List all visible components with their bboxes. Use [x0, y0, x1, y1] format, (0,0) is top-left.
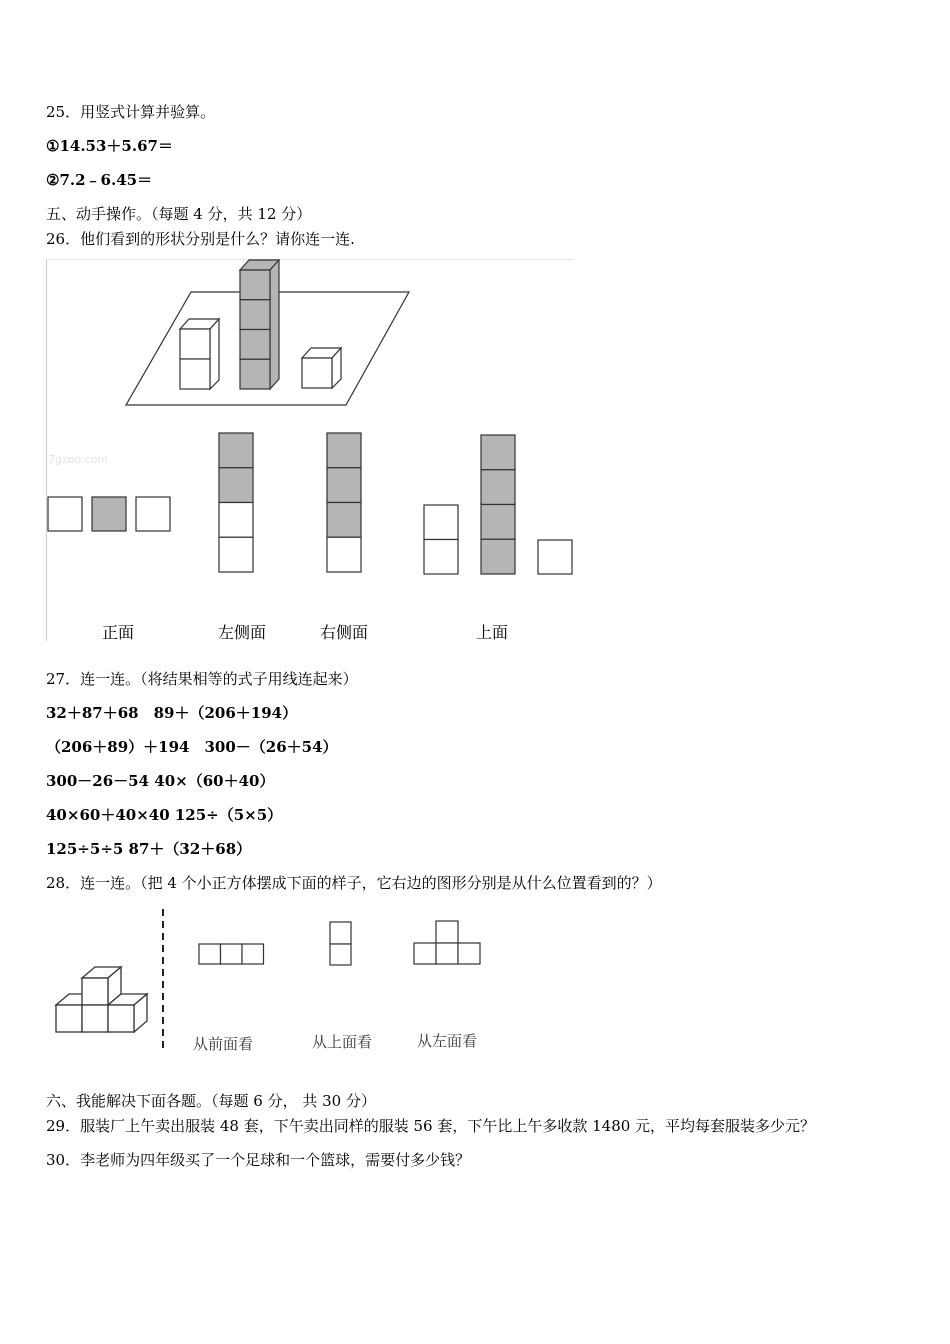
q26-figure	[46, 259, 574, 645]
watermark: 7gzoo.com	[48, 453, 109, 466]
label-from-front: 从前面看	[193, 1035, 254, 1053]
view-front-composite	[424, 435, 572, 574]
section6-heading: 六、我能解决下面各题。（每题 6 分， 共 30 分）	[46, 1092, 376, 1110]
q27-row-4: 40×60＋40×40 125÷（5×5）	[46, 806, 283, 824]
q27-title: 27．连一连。（将结果相等的式子用线连起来）	[46, 670, 358, 688]
view-row-of-three	[48, 497, 170, 531]
view-three-in-row	[199, 944, 264, 964]
four-cube-arrangement	[56, 967, 147, 1032]
q30-text: 30．李老师为四年级买了一个足球和一个篮球，需要付多少钱？	[46, 1151, 471, 1169]
label-from-left: 从左面看	[417, 1032, 478, 1050]
q28-views	[199, 921, 480, 965]
q25-item-2: ②7.2﹣6.45＝	[46, 171, 153, 189]
q25-item-1: ①14.53＋5.67＝	[46, 137, 173, 155]
view-column-b	[219, 433, 253, 572]
q27-row-5: 125÷5÷5 87＋（32＋68）	[46, 840, 252, 858]
q28-figure	[46, 905, 506, 1060]
q27-row-3: 300－26－54 40×（60＋40）	[46, 772, 275, 790]
q28-title: 28．连一连。（把 4 个小正方体摆成下面的样子，它右边的图形分别是从什么位置看到的？）	[46, 874, 662, 892]
label-front: 正面	[101, 623, 135, 642]
q26-title: 26．他们看到的形状分别是什么？请你连一连.	[46, 230, 355, 248]
cube-single-right	[302, 348, 341, 388]
label-top: 上面	[475, 623, 509, 642]
q29-text: 29．服装厂上午卖出服装 48 套，下午卖出同样的服装 56 套，下午比上午多收款 1480 元，平均每套服装多少元？	[46, 1117, 816, 1135]
q25-title: 25．用竖式计算并验算。	[46, 103, 216, 121]
view-two-stacked	[330, 922, 351, 965]
cube-stack-middle	[240, 260, 279, 389]
section5-heading: 五、动手操作。（每题 4 分，共 12 分）	[46, 205, 312, 223]
view-options	[48, 433, 572, 574]
cube-arrangement	[126, 260, 409, 405]
label-right-side: 右侧面	[319, 623, 369, 642]
q27-row-2: （206＋89）＋194 300－（26＋54）	[46, 738, 338, 756]
cube-stack-left	[180, 319, 219, 389]
label-from-top: 从上面看	[312, 1033, 373, 1051]
q27-row-1: 32＋87＋68 89＋（206＋194）	[46, 704, 298, 722]
label-left-side: 左侧面	[217, 623, 267, 642]
view-column-c	[327, 433, 361, 572]
view-t-shape	[414, 921, 480, 964]
